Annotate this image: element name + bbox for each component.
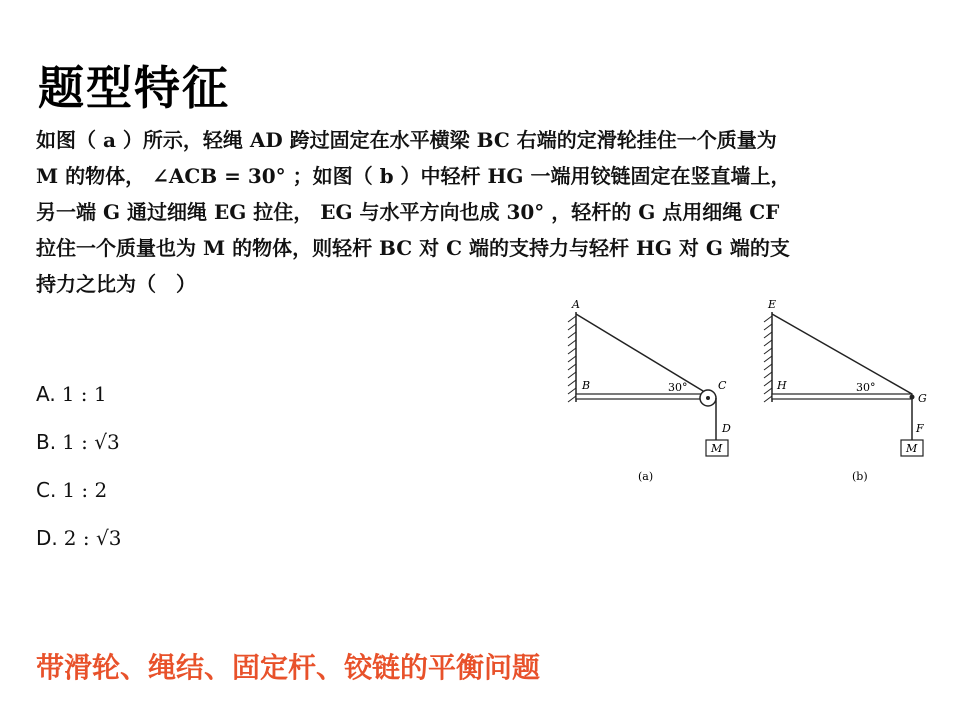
option-b[interactable]: [36, 418, 121, 466]
option-a-letter: A.: [36, 382, 56, 406]
option-a[interactable]: [36, 370, 121, 418]
option-c-letter: C.: [36, 478, 57, 502]
label-e: E: [768, 298, 777, 311]
label-g: G: [918, 392, 927, 405]
answer-options: [36, 370, 121, 562]
rod-hg: [772, 394, 912, 399]
question-line-2: M 的物体， ∠ACB = 30° ；如图（ b ）中轻杆 HG 一端用铰链固定在竖直墙上，: [36, 164, 791, 188]
angle-a-label: 30°: [668, 381, 688, 394]
diagram-a: [568, 298, 731, 483]
question-text: [36, 122, 954, 302]
option-d-letter: D.: [36, 526, 58, 550]
option-c-value: 1 : 2: [62, 478, 108, 502]
option-b-letter: B.: [36, 430, 57, 454]
rope-eg: [772, 314, 912, 394]
caption-a: (a): [638, 470, 654, 483]
option-c[interactable]: [36, 466, 121, 514]
question-line-5: 持力之比为（ ）: [36, 272, 196, 296]
page-title: 题型特征: [38, 61, 230, 115]
question-line-1: 如图（ a ）所示，轻绳 AD 跨过固定在水平横梁 BC 右端的定滑轮挂住一个质量为: [36, 128, 777, 152]
mass-a-label: M: [711, 442, 723, 455]
angle-b-label: 30°: [856, 381, 876, 394]
topic-footer: 带滑轮、绳结、固定杆、铰链的平衡问题: [36, 651, 541, 684]
beam-bc: [576, 394, 708, 399]
label-a: A: [572, 298, 580, 311]
label-d: D: [722, 422, 731, 435]
diagram-b: [764, 298, 927, 483]
caption-b: (b): [852, 470, 868, 483]
option-b-value: 1 : √3: [62, 430, 120, 454]
label-c: C: [718, 379, 727, 392]
wall-b-hatch: [764, 316, 772, 402]
wall-a-hatch: [568, 316, 576, 402]
pulley-axle-icon: [706, 396, 710, 400]
label-f: F: [916, 422, 924, 435]
question-line-4: 拉住一个质量也为 M 的物体，则轻杆 BC 对 C 端的支持力与轻杆 HG 对 G 端的支: [36, 236, 790, 260]
option-a-value: 1 : 1: [61, 382, 107, 406]
option-d[interactable]: [36, 514, 121, 562]
physics-diagram: [560, 290, 960, 500]
label-h: H: [777, 379, 787, 392]
option-d-value: 2 : √3: [63, 526, 122, 550]
question-line-3: 另一端 G 通过细绳 EG 拉住， EG 与水平方向也成 30° ，轻杆的 G 点用细绳 CF: [36, 200, 780, 224]
mass-b-label: M: [906, 442, 918, 455]
label-b: B: [582, 379, 591, 392]
rope-ac: [576, 314, 708, 394]
